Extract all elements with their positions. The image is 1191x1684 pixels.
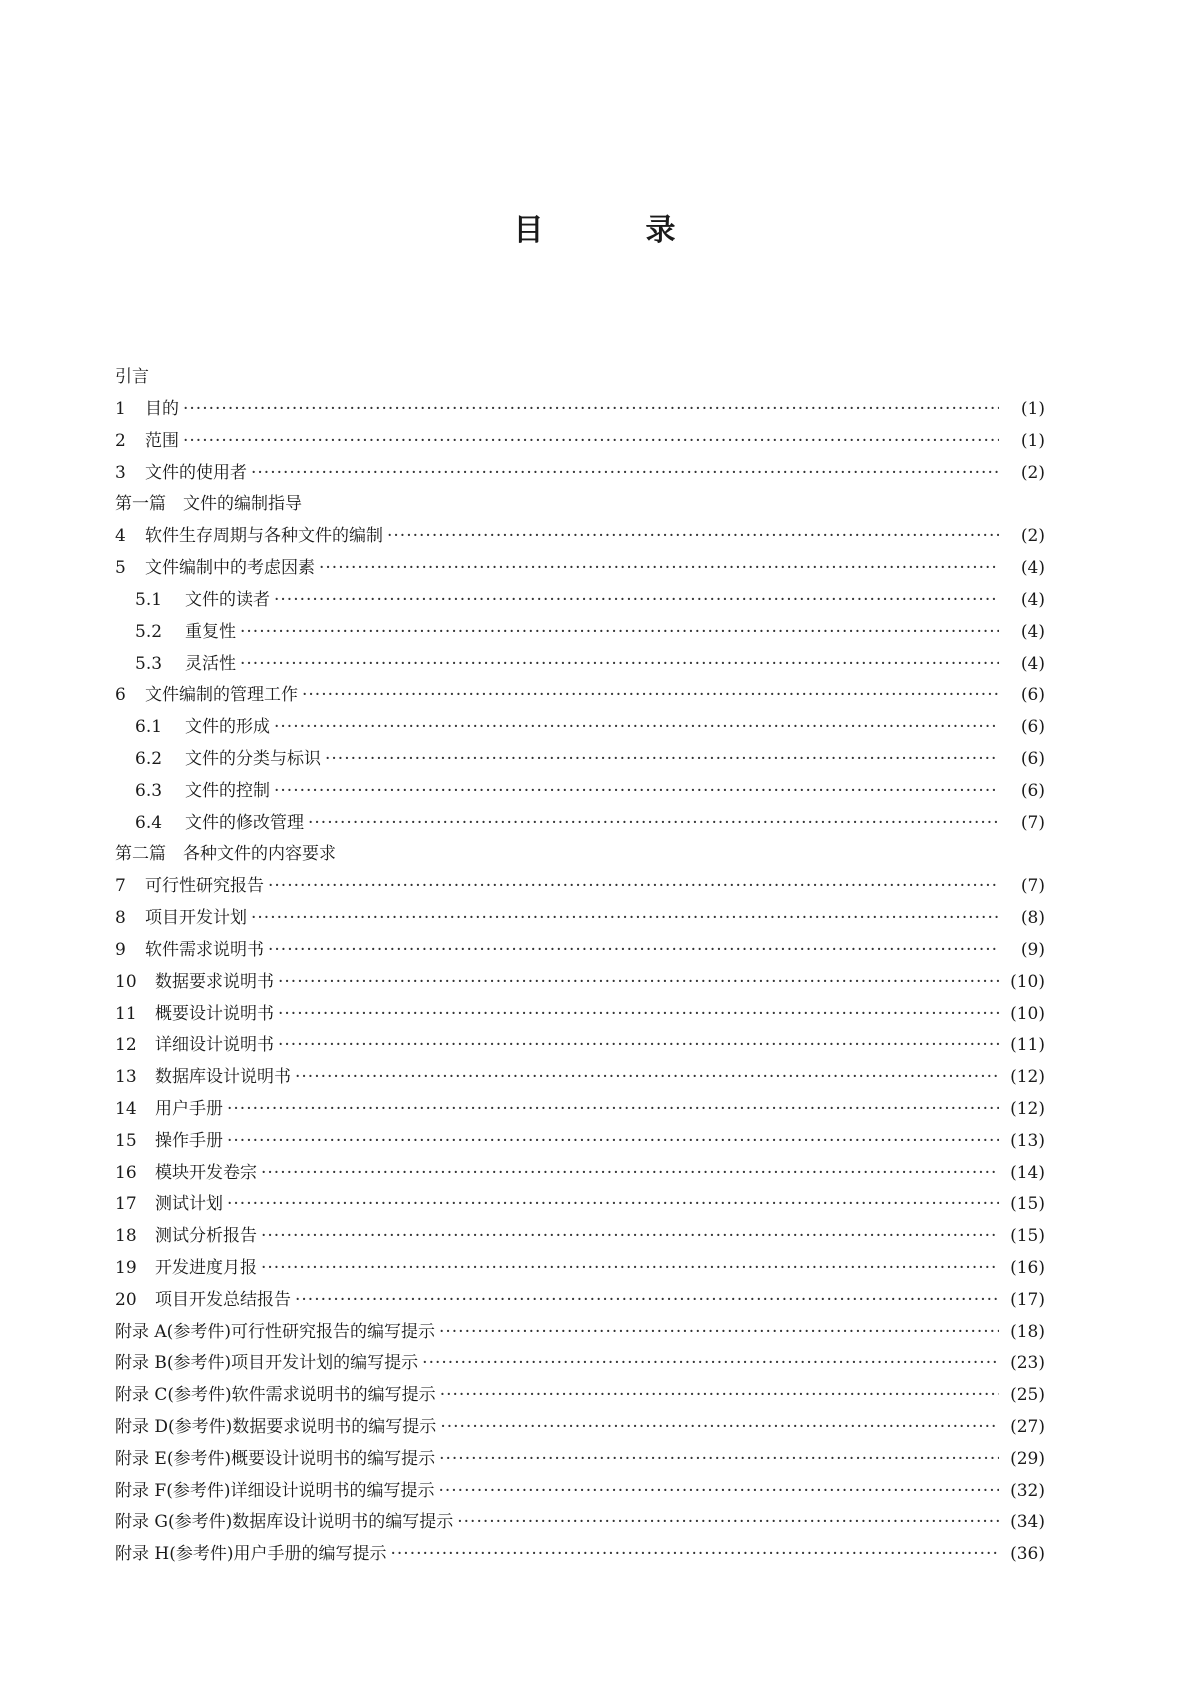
toc-entry-label: 数据库设计说明书 [155,1067,291,1088]
toc-entry-label: 模块开发卷宗 [155,1162,257,1183]
toc-entry-number: 13 [115,1067,137,1088]
toc-page-number: (11) [1010,1035,1045,1056]
toc-dot-leader [240,617,999,649]
toc-dot-leader [227,1094,999,1126]
toc-dot-leader [261,1253,999,1285]
toc-page-number: (14) [1010,1162,1045,1183]
toc-page-number: (7) [1020,812,1045,833]
toc-entry-label: 项目开发计划 [145,908,247,929]
toc-page-number: (25) [1010,1385,1045,1406]
toc-entry [115,553,1045,585]
toc-entry-label: 附录 C(参考件)软件需求说明书的编写提示 [115,1385,436,1406]
toc-entry-number: 9 [115,939,126,960]
toc-page-number: (4) [1020,558,1045,579]
toc-entry-label: 软件生存周期与各种文件的编制 [145,526,383,547]
toc-entry-number: 2 [115,430,126,451]
toc-entry-label: 测试计划 [155,1194,223,1215]
page-title [0,205,1191,249]
toc-section-heading [115,362,1045,394]
toc-page-number: (1) [1020,399,1045,419]
toc-dot-leader [295,1285,999,1317]
toc-page-number: (15) [1010,1194,1045,1215]
toc-dot-leader [251,458,999,490]
toc-dot-leader [440,1380,999,1412]
toc-page-number: (1) [1020,430,1045,451]
toc-dot-leader [325,744,999,776]
toc-entry-label: 概要设计说明书 [155,1003,274,1024]
toc-page-number: (10) [1010,971,1045,992]
toc-entry [115,712,1045,744]
toc-dot-leader [240,649,999,681]
title-char-1: 目 [513,213,546,248]
toc-dot-leader [302,680,999,712]
toc-section-heading [115,489,1045,521]
toc-dot-leader [308,808,999,840]
toc-entry-label: 重复性 [185,621,236,642]
toc-entry-number: 14 [115,1098,137,1119]
toc-page-number: (6) [1020,780,1045,801]
toc-entry [115,1221,1045,1253]
toc-entry [115,903,1045,935]
toc-entry [115,458,1045,490]
toc-page-number: (29) [1010,1448,1045,1469]
toc-entry [115,967,1045,999]
toc-entry-number: 1 [115,399,126,419]
toc-page-number: (12) [1010,1098,1045,1119]
toc-entry-number: 8 [115,908,126,929]
toc-page-number: (36) [1010,1544,1045,1565]
toc-entry-label: 附录 F(参考件)详细设计说明书的编写提示 [115,1480,435,1501]
toc-page-number: (7) [1020,876,1045,897]
toc-page-number: (17) [1010,1289,1045,1310]
toc-page-number: (2) [1020,526,1045,547]
toc-entry-label: 目的 [145,399,179,419]
toc-entry [115,999,1045,1031]
toc-entry [115,871,1045,903]
toc-page-number: (6) [1020,748,1045,769]
toc-entry-number: 17 [115,1194,137,1215]
toc-entry [115,1094,1045,1126]
toc-entry-number: 5.2 [135,621,163,642]
toc-dot-leader [227,1189,999,1221]
toc-entry [115,935,1045,967]
toc-entry-number: 20 [115,1289,137,1310]
toc-page-number: (27) [1010,1416,1045,1437]
toc-entry-label: 文件编制中的考虑因素 [145,558,315,579]
toc-page-number: (6) [1020,717,1045,738]
toc-dot-leader [278,1030,999,1062]
toc-entry [115,617,1045,649]
toc-dot-leader [387,521,999,553]
toc-entry [115,1189,1045,1221]
toc-entry-number: 15 [115,1130,137,1151]
toc-entry-label: 附录 B(参考件)项目开发计划的编写提示 [115,1353,419,1374]
toc-page-number: (4) [1020,621,1045,642]
toc-entry-label: 灵活性 [185,653,236,674]
toc-page-number: (4) [1020,653,1045,674]
toc-entry-label: 第一篇 文件的编制指导 [115,494,302,515]
toc-dot-leader [278,967,999,999]
toc-entry-number: 5.3 [135,653,163,674]
toc-entry-number: 3 [115,462,126,483]
toc-entry-label: 附录 H(参考件)用户手册的编写提示 [115,1544,387,1565]
toc-entry-label: 文件的控制 [185,780,270,801]
toc-entry-number: 6 [115,685,126,706]
toc-entry-label: 详细设计说明书 [155,1035,274,1056]
toc-entry-number: 5 [115,558,126,579]
toc-dot-leader [391,1539,1000,1571]
toc-entry-number: 7 [115,876,126,897]
toc-entry-label: 用户手册 [155,1098,223,1119]
toc-dot-leader [251,903,999,935]
toc-entry-label: 第二篇 各种文件的内容要求 [115,844,336,865]
toc-entry [115,585,1045,617]
toc-entry [115,1126,1045,1158]
toc-entry [115,1539,1045,1571]
toc-entry-label: 文件的分类与标识 [185,748,321,769]
toc-entry-number: 5.1 [135,589,163,610]
toc-dot-leader [261,1158,999,1190]
toc-dot-leader [440,1412,999,1444]
toc-entry-number: 18 [115,1226,137,1247]
toc-entry [115,1380,1045,1412]
toc-entry-number: 19 [115,1257,137,1278]
toc-entry-label: 操作手册 [155,1130,223,1151]
toc-dot-leader [183,394,999,426]
toc-entry-number: 6.2 [135,748,163,769]
toc-entry [115,1030,1045,1062]
toc-entry [115,1412,1045,1444]
toc-dot-leader [422,1348,999,1380]
toc-entry-label: 文件的修改管理 [185,812,304,833]
toc-entry-number: 12 [115,1035,137,1056]
toc-entry-number: 6.1 [135,717,163,738]
toc-page-number: (34) [1010,1512,1045,1533]
toc-entry [115,1285,1045,1317]
toc-page-number: (15) [1010,1226,1045,1247]
toc-dot-leader [457,1507,999,1539]
toc-page-number: (12) [1010,1067,1045,1088]
toc-entry [115,1158,1045,1190]
toc-dot-leader [295,1062,999,1094]
toc-entry-label: 附录 D(参考件)数据要求说明书的编写提示 [115,1416,437,1437]
toc-page-number: (32) [1010,1480,1045,1501]
toc-entry [115,1253,1045,1285]
toc-page-number: (16) [1010,1257,1045,1278]
toc-entry-label: 范围 [145,430,179,451]
toc-page-number: (23) [1010,1353,1045,1374]
toc-entry-number: 16 [115,1162,137,1183]
toc-entry-label: 文件编制的管理工作 [145,685,298,706]
toc-page-number: (4) [1020,589,1045,610]
toc-page-number: (9) [1020,939,1045,960]
toc-entry-number: 11 [115,1003,137,1024]
toc-entry [115,1507,1045,1539]
toc-entry-label: 引言 [115,367,149,387]
toc-entry [115,1444,1045,1476]
toc-entry-label: 数据要求说明书 [155,971,274,992]
toc-entry [115,1348,1045,1380]
toc-entry [115,1317,1045,1349]
toc-entry-label: 文件的使用者 [145,462,247,483]
title-char-2: 录 [645,213,678,248]
toc-dot-leader [227,1126,999,1158]
toc-dot-leader [274,776,999,808]
toc-entry-number: 6.4 [135,812,163,833]
toc-dot-leader [439,1444,999,1476]
toc-entry-label: 文件的读者 [185,589,270,610]
table-of-contents [115,362,1045,1571]
toc-section-heading [115,839,1045,871]
toc-dot-leader [439,1317,999,1349]
toc-entry-label: 附录 A(参考件)可行性研究报告的编写提示 [115,1321,435,1342]
toc-page-number: (13) [1010,1130,1045,1151]
toc-dot-leader [274,712,999,744]
toc-page-number: (6) [1020,685,1045,706]
toc-entry-label: 附录 E(参考件)概要设计说明书的编写提示 [115,1448,436,1469]
toc-dot-leader [278,999,999,1031]
toc-entry-label: 文件的形成 [185,717,270,738]
toc-entry-label: 项目开发总结报告 [155,1289,291,1310]
toc-page-number: (18) [1010,1321,1045,1342]
toc-entry [115,776,1045,808]
toc-entry [115,744,1045,776]
toc-page-number: (10) [1010,1003,1045,1024]
toc-entry [115,649,1045,681]
toc-entry [115,1476,1045,1508]
toc-entry [115,426,1045,458]
toc-dot-leader [438,1476,999,1508]
toc-entry-label: 开发进度月报 [155,1257,257,1278]
toc-page-number: (8) [1020,908,1045,929]
toc-entry-label: 附录 G(参考件)数据库设计说明书的编写提示 [115,1512,454,1533]
toc-dot-leader [268,871,999,903]
toc-dot-leader [183,426,999,458]
toc-entry [115,1062,1045,1094]
toc-entry-label: 软件需求说明书 [145,939,264,960]
toc-entry-number: 4 [115,526,126,547]
toc-entry [115,394,1045,426]
toc-dot-leader [268,935,999,967]
toc-entry-label: 测试分析报告 [155,1226,257,1247]
toc-dot-leader [261,1221,999,1253]
toc-entry [115,521,1045,553]
toc-entry-label: 可行性研究报告 [145,876,264,897]
toc-dot-leader [319,553,999,585]
toc-page-number: (2) [1020,462,1045,483]
toc-dot-leader [274,585,999,617]
toc-entry [115,680,1045,712]
toc-entry-number: 6.3 [135,780,163,801]
toc-entry [115,808,1045,840]
toc-entry-number: 10 [115,971,137,992]
